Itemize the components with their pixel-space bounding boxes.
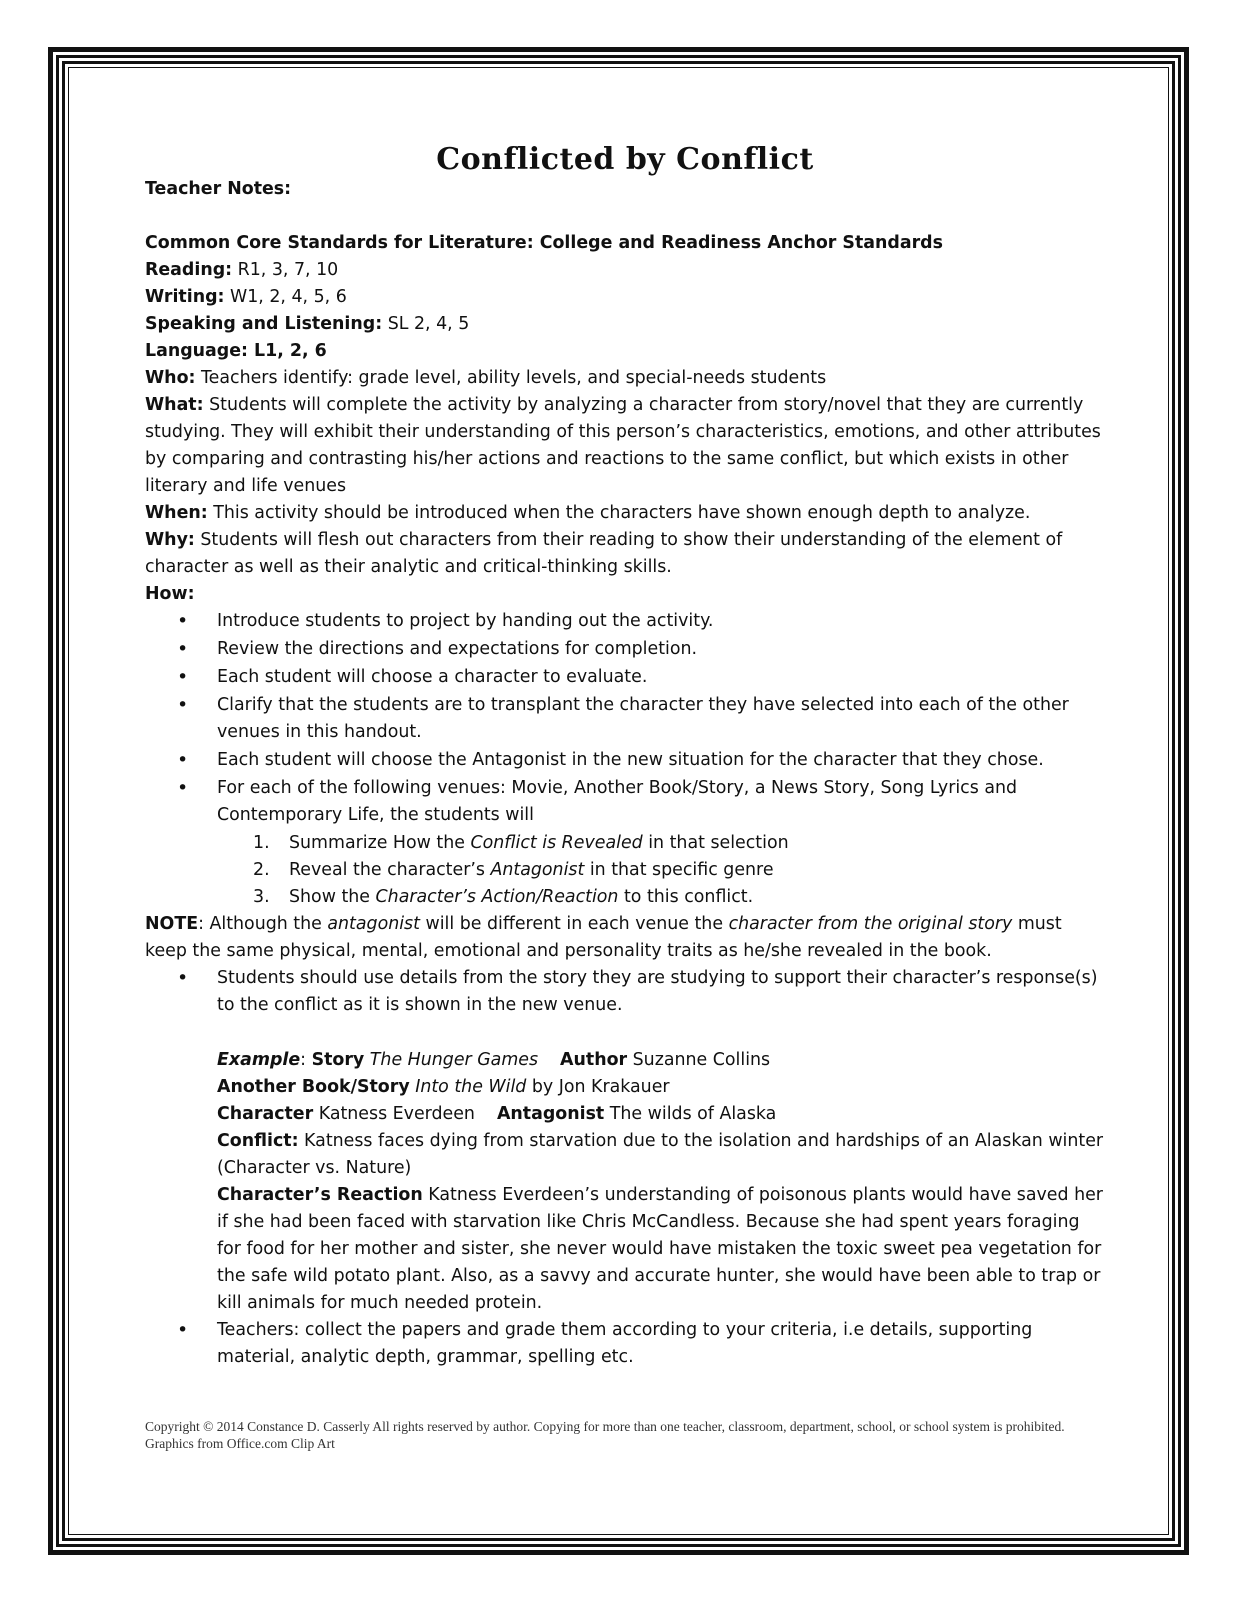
list-item: • Review the directions and expectations for completion.	[145, 636, 1105, 663]
why-paragraph: Why: Students will flesh out characters from their reading to show their understanding of the element of character as well as their analytic and critical-thinking skills.	[145, 530, 1063, 577]
standards-heading: Common Core Standards for Literature: College and Readiness Anchor Standards	[145, 233, 943, 253]
example-conflict: Conflict: Katness faces dying from starvation due to the isolation and hardships of an Alaskan winter (Character vs. Nature)	[217, 1131, 1104, 1178]
list-item: • For each of the following venues: Movie, Another Book/Story, a News Story, Song Lyrics and Contemporary Life, the students will	[145, 775, 1105, 829]
step-item: 3. Show the Character’s Action/Reaction to this conflict.	[253, 887, 754, 907]
teacher-notes-heading: Teacher Notes:	[145, 179, 292, 199]
example-story-line: Example: Story The Hunger Games Author Suzanne Collins	[217, 1050, 771, 1070]
example-character-line: Character Katness Everdeen Antagonist The wilds of Alaska	[217, 1104, 777, 1124]
list-item: • Students should use details from the story they are studying to support their character’s response(s) to the conflict as it is shown in the new venue.	[145, 965, 1105, 1019]
standard-reading: Reading: R1, 3, 7, 10	[145, 260, 339, 280]
list-item: • Each student will choose the Antagonist in the new situation for the character that they chose.	[145, 747, 1105, 774]
list-item: • Clarify that the students are to transplant the character they have selected into each of the other venues in this handout.	[145, 692, 1105, 746]
step-item: 1. Summarize How the Conflict is Revealed in that selection	[253, 833, 789, 853]
note-paragraph: NOTE: Although the antagonist will be different in each venue the character from the original story must keep the same physical, mental, emotional and personality traits as he/she revealed in the book.	[145, 914, 1062, 961]
document-body	[145, 140, 1105, 1372]
copyright-notice: Copyright © 2014 Constance D. Casserly All rights reserved by author. Copying for more than one teacher, classroom, department, school, or school system is prohibited. Graphics from Office.com Clip Art	[145, 1419, 1065, 1451]
what-paragraph: What: Students will complete the activity by analyzing a character from story/novel that they are currently studying. They will exhibit their understanding of this person’s characteristics, emotions, and other attributes by comparing and contrasting his/her actions and reactions to the same conflict, but which exists in other literary and life venues	[145, 395, 1101, 496]
how-heading: How:	[145, 584, 195, 604]
when-paragraph: When: This activity should be introduced when the characters have shown enough depth to analyze.	[145, 503, 1031, 523]
list-item: • Each student will choose a character to evaluate.	[145, 664, 1105, 691]
example-block	[145, 1047, 1105, 1317]
how-list	[145, 608, 1105, 829]
steps-list	[145, 830, 1105, 911]
standard-speaking: Speaking and Listening: SL 2, 4, 5	[145, 314, 470, 334]
list-item: • Introduce students to project by handing out the activity.	[145, 608, 1105, 635]
standard-writing: Writing: W1, 2, 4, 5, 6	[145, 287, 347, 307]
page-title: Conflicted by Conflict	[436, 142, 814, 177]
step-item: 2. Reveal the character’s Antagonist in that specific genre	[253, 860, 774, 880]
who-paragraph: Who: Teachers identify: grade level, ability levels, and special-needs students	[145, 368, 827, 388]
list-item: • Teachers: collect the papers and grade them according to your criteria, i.e details, supporting material, analytic depth, grammar, spelling etc.	[145, 1317, 1105, 1371]
example-reaction: Character’s Reaction Katness Everdeen’s understanding of poisonous plants would have saved her if she had been faced with starvation like Chris McCandless. Because she had spent years foraging for food for her mother and sister, she never would have mistaken the toxic sweet pea vegetation for the safe wild potato plant. Also, as a savvy and accurate hunter, she would have been able to trap or kill animals for much needed protein.	[217, 1185, 1103, 1313]
standard-language: Language: L1, 2, 6	[145, 341, 327, 361]
example-another-line: Another Book/Story Into the Wild by Jon Krakauer	[217, 1077, 670, 1097]
teachers-list	[145, 1317, 1105, 1371]
details-list	[145, 965, 1105, 1019]
